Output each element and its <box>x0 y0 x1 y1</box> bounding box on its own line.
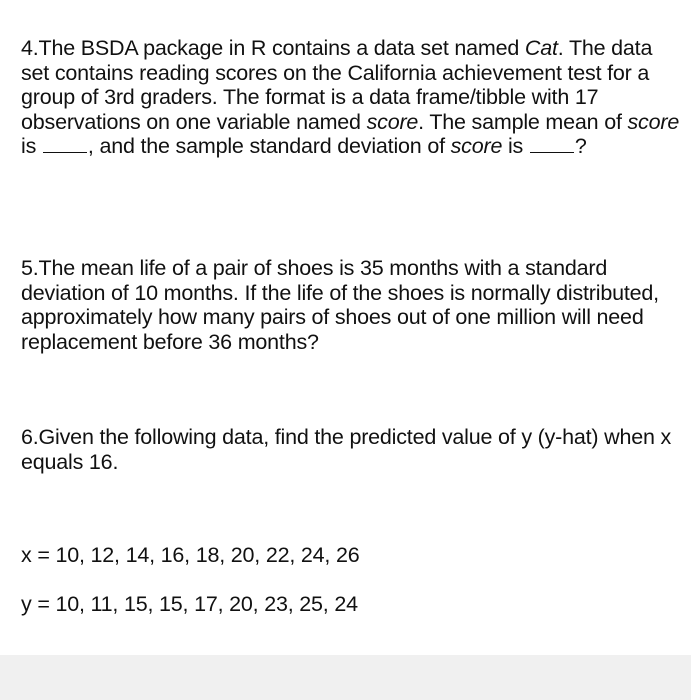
q4-dataset-name: Cat <box>524 36 558 60</box>
q4-text-part2: . The data set contains reading scores on the California achievement test for a group of 3rd graders. The format is a data frame/tibble with 17 observations on one variable named <box>21 36 653 134</box>
question-6: 6.Given the following data, find the predicted value of y (y-hat) when x equals 16. <box>21 425 672 474</box>
q4-text-part4: is <box>21 134 42 159</box>
q4-text-part7: ? <box>574 134 587 159</box>
q4-text-part5: , and the sample standard deviation of <box>87 134 451 159</box>
q4-variable-name: score <box>627 109 680 134</box>
q4-variable-name: score <box>366 109 419 134</box>
question-5: 5.The mean life of a pair of shoes is 35 months with a standard deviation of 10 months. If the life of the shoes is normally distributed, approximately how many pairs of shoes out of one million will need replacement before 36 months? <box>21 256 659 354</box>
question-4 <box>21 36 686 159</box>
q4-text-part1: 4.The BSDA package in R contains a data set named <box>21 36 525 60</box>
mean-answer-blank <box>43 135 87 153</box>
x-values: x = 10, 12, 14, 16, 18, 20, 22, 24, 26 <box>21 543 360 567</box>
q4-variable-name: score <box>450 134 503 159</box>
q4-text-part6: is <box>502 134 529 159</box>
q4-text-part3: . The sample mean of <box>418 109 628 134</box>
sd-answer-blank <box>530 135 574 153</box>
footer-band <box>0 655 691 700</box>
y-values: y = 10, 11, 15, 15, 17, 20, 23, 25, 24 <box>21 592 358 616</box>
